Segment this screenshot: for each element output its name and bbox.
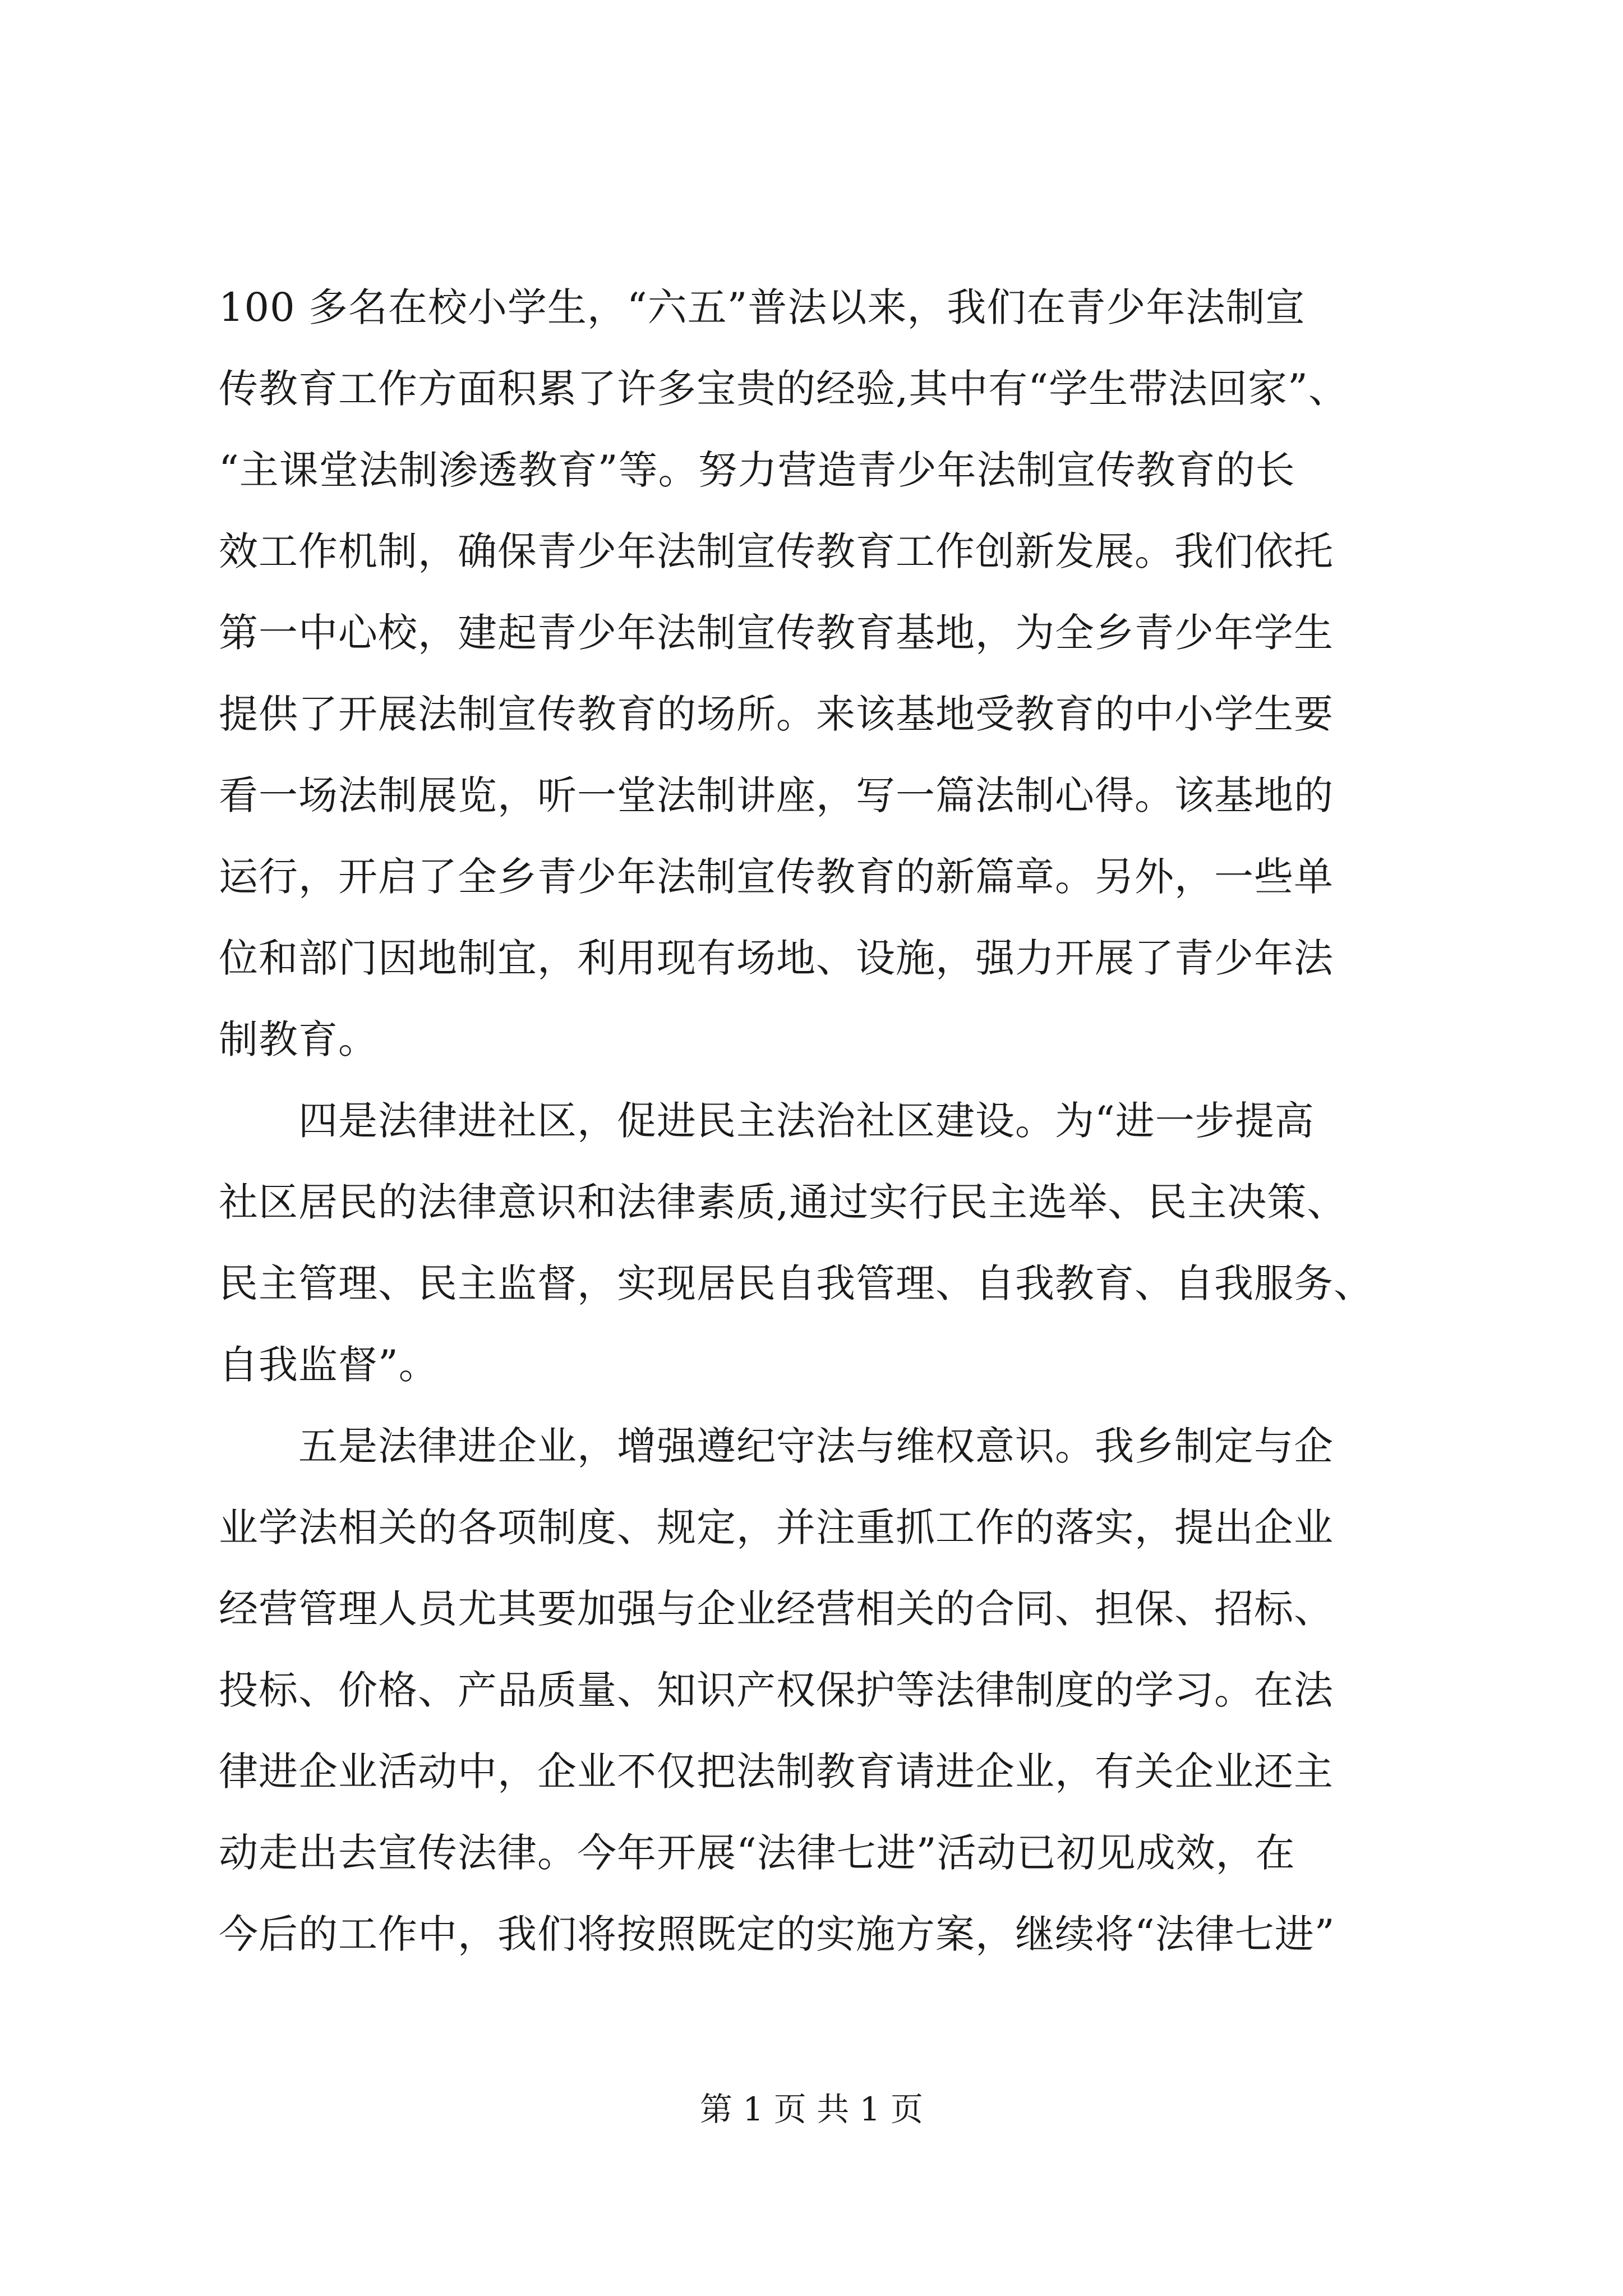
body-line: 传教育工作方面积累了许多宝贵的经验,其中有“学生带法回家”、 [219, 366, 1348, 412]
body-line: 效工作机制，确保青少年法制宣传教育工作创新发展。我们依托 [219, 528, 1334, 574]
body-line: 看一场法制展览，听一堂法制讲座，写一篇法制心得。该基地的 [219, 772, 1334, 818]
body-line: 经营管理人员尤其要加强与企业经营相关的合同、担保、招标、 [219, 1586, 1334, 1632]
body-line: 制教育。 [219, 1016, 378, 1062]
body-line: 四是法律进社区，促进民主法治社区建设。为“进一步提高 [219, 1098, 1315, 1144]
body-line: 提供了开展法制宣传教育的场所。来该基地受教育的中小学生要 [219, 691, 1334, 737]
page-footer [0, 2087, 1623, 2132]
page-number-label: 第 1 页 共 1 页 [700, 2090, 923, 2128]
body-line: 律进企业活动中，企业不仅把法制教育请进企业，有关企业还主 [219, 1749, 1334, 1795]
body-line: 社区居民的法律意识和法律素质,通过实行民主选举、民主决策、 [219, 1179, 1347, 1225]
body-line: 五是法律进企业，增强遵纪守法与维权意识。我乡制定与企 [219, 1423, 1334, 1469]
body-line: 今后的工作中，我们将按照既定的实施方案，继续将“法律七进” [219, 1911, 1335, 1957]
body-line: 自我监督”。 [219, 1342, 439, 1388]
body-line: 投标、价格、产品质量、知识产权保护等法律制度的学习。在法 [219, 1667, 1334, 1713]
body-line: “主课堂法制渗透教育”等。努力营造青少年法制宣传教育的长 [219, 447, 1295, 493]
body-line: 业学法相关的各项制度、规定，并注重抓工作的落实，提出企业 [219, 1504, 1334, 1550]
body-line: 民主管理、民主监督，实现居民自我管理、自我教育、自我服务、 [219, 1260, 1373, 1306]
body-line: 100 多名在校小学生，“六五”普法以来，我们在青少年法制宣 [219, 284, 1306, 330]
body-line: 动走出去宣传法律。今年开展“法律七进”活动已初见成效，在 [219, 1830, 1295, 1876]
body-line: 运行，开启了全乡青少年法制宣传教育的新篇章。另外，一些单 [219, 854, 1334, 900]
body-line: 第一中心校，建起青少年法制宣传教育基地，为全乡青少年学生 [219, 610, 1334, 656]
body-line: 位和部门因地制宜，利用现有场地、设施，强力开展了青少年法 [219, 935, 1334, 981]
document-body [219, 267, 1441, 1975]
